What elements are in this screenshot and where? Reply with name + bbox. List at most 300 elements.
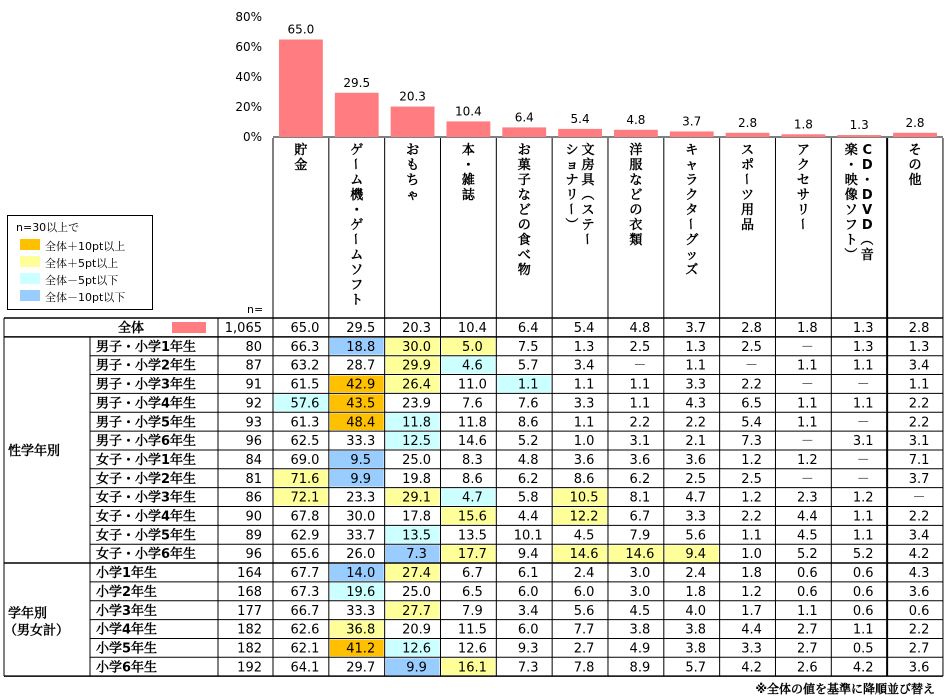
row-n: 96 — [245, 434, 262, 450]
svg-text:シ: シ — [565, 143, 579, 158]
svg-text:D: D — [861, 188, 873, 203]
cell-value: 27.7 — [402, 603, 432, 619]
cell-value: － — [633, 358, 647, 374]
row-n: 96 — [245, 547, 262, 563]
bar — [726, 133, 770, 137]
cell-value: 23.9 — [402, 396, 432, 412]
cell-value: 25.0 — [402, 584, 432, 600]
cell-value: 11.0 — [457, 377, 487, 393]
bar-value-label: 29.5 — [343, 75, 371, 90]
svg-text:ム: ム — [350, 248, 364, 263]
svg-text:衣: 衣 — [629, 218, 643, 233]
cell-value: 0.6 — [797, 566, 818, 582]
cell-value: 3.6 — [629, 452, 651, 468]
svg-text:も: も — [406, 158, 420, 173]
cell-value: 1.1 — [573, 415, 595, 431]
cell-value: 4.4 — [741, 622, 762, 638]
cell-value: 1.3 — [685, 339, 707, 355]
svg-text:音: 音 — [860, 248, 874, 263]
cell-value: 26.0 — [346, 547, 376, 563]
svg-text:ャ: ャ — [685, 158, 699, 173]
cell-value: 71.6 — [290, 471, 320, 487]
cell-value: 2.1 — [685, 434, 707, 450]
cell-value: 2.2 — [629, 415, 651, 431]
cell-value: 2.2 — [908, 396, 930, 412]
cell-value: 30.0 — [402, 339, 432, 355]
svg-text:お: お — [517, 143, 531, 158]
footnote: ※全体の値を基準に降順並び替え — [755, 682, 935, 696]
cell-value: 1.8 — [685, 584, 707, 600]
cell-value: 8.9 — [629, 660, 651, 676]
svg-text:・: ・ — [350, 203, 364, 218]
svg-text:ア: ア — [796, 143, 810, 158]
cell-value: 1.0 — [741, 547, 762, 563]
cell-value: 1.1 — [797, 396, 818, 412]
svg-text:フ: フ — [844, 218, 858, 233]
cell-value: 6.2 — [629, 471, 651, 487]
cell-value: 4.5 — [629, 603, 651, 619]
cell-value: 3.3 — [685, 509, 707, 525]
cell-value: 8.1 — [629, 490, 651, 506]
svg-text:・: ・ — [844, 158, 858, 173]
cell-value: 3.6 — [685, 452, 707, 468]
cell-value: 5.0 — [462, 339, 483, 355]
svg-text:ー: ー — [579, 232, 595, 246]
cell-value: 9.5 — [350, 452, 372, 468]
svg-text:楽: 楽 — [844, 143, 858, 158]
row-label: 女子・小学1年生 — [96, 452, 197, 468]
cell-value: 3.0 — [629, 566, 651, 582]
svg-text:像: 像 — [844, 188, 858, 203]
svg-text:セ: セ — [796, 173, 810, 188]
svg-text:D: D — [861, 218, 873, 233]
cell-value: － — [912, 490, 926, 506]
y-tick-label: 20% — [235, 100, 262, 114]
n-label: n= — [247, 303, 264, 316]
cell-value: 11.8 — [457, 415, 487, 431]
cell-value: 1.8 — [797, 321, 818, 336]
cell-value: 9.9 — [350, 471, 372, 487]
row-label: 男子・小学4年生 — [96, 396, 197, 412]
cell-value: 4.3 — [908, 566, 930, 582]
cell-value: 13.5 — [457, 528, 487, 544]
bar — [837, 135, 881, 137]
cell-value: 4.2 — [741, 660, 762, 676]
row-n: 93 — [245, 415, 262, 431]
cell-value: 10.4 — [457, 321, 487, 336]
cell-value: 7.9 — [629, 528, 651, 544]
cell-value: 1.2 — [741, 584, 762, 600]
cell-value: 5.7 — [517, 358, 539, 374]
svg-text:類: 類 — [629, 233, 643, 248]
bar — [335, 93, 379, 137]
bar-value-label: 5.4 — [570, 111, 590, 126]
row-n: 182 — [237, 641, 262, 657]
cell-value: 12.2 — [569, 509, 599, 525]
cell-value: 2.7 — [573, 641, 595, 657]
cell-value: 28.7 — [346, 358, 376, 374]
cell-value: 6.2 — [517, 471, 539, 487]
svg-text:タ: タ — [685, 203, 699, 218]
cell-value: 1.3 — [573, 339, 595, 355]
legend — [7, 215, 153, 310]
cell-value: 1.1 — [573, 377, 595, 393]
cell-value: 20.9 — [402, 622, 432, 638]
cell-value: 2.2 — [908, 509, 930, 525]
svg-text:雑: 雑 — [461, 173, 475, 188]
cell-value: 3.6 — [908, 660, 930, 676]
bar — [558, 129, 602, 137]
cell-value: 62.5 — [290, 434, 320, 450]
svg-text:D: D — [861, 158, 873, 173]
svg-text:ゲ: ゲ — [350, 143, 364, 158]
svg-text:）: ） — [842, 247, 858, 261]
row-label: 女子・小学5年生 — [96, 528, 197, 544]
bar-value-label: 65.0 — [287, 22, 315, 37]
svg-text:ち: ち — [406, 173, 420, 188]
cell-value: 3.1 — [629, 434, 651, 450]
row-label: 小学1年生 — [96, 566, 158, 582]
svg-text:食: 食 — [517, 233, 531, 248]
cell-value: 4.4 — [797, 509, 818, 525]
bar-value-label: 2.8 — [905, 115, 925, 130]
svg-text:ツ: ツ — [741, 188, 755, 203]
cell-value: 2.2 — [908, 622, 930, 638]
cell-value: 67.8 — [290, 509, 320, 525]
cell-value: － — [856, 377, 870, 393]
svg-text:V: V — [862, 203, 873, 218]
cell-value: 72.1 — [290, 490, 320, 506]
category-label — [563, 142, 595, 246]
cell-value: 1.0 — [573, 434, 595, 450]
cell-value: 1.1 — [908, 377, 930, 393]
cell-value: 4.4 — [517, 509, 539, 525]
cell-value: － — [745, 358, 759, 374]
cell-value: 7.6 — [462, 396, 483, 412]
cell-value: 0.6 — [797, 584, 818, 600]
cell-value: 6.0 — [573, 584, 595, 600]
legend-item — [20, 289, 150, 302]
cell-value: 3.7 — [685, 321, 707, 336]
svg-text:（: （ — [858, 232, 874, 246]
svg-text:ソ: ソ — [844, 203, 858, 218]
cell-value: 6.7 — [629, 509, 651, 525]
cell-value: 8.6 — [517, 415, 539, 431]
cell-value: 2.2 — [908, 415, 930, 431]
cell-value: 11.8 — [402, 415, 432, 431]
cell-value: 66.7 — [290, 603, 320, 619]
cell-value: 33.3 — [346, 603, 376, 619]
cell-value: 66.3 — [290, 339, 320, 355]
bar — [391, 107, 435, 137]
svg-text:用: 用 — [741, 203, 755, 218]
svg-text:ス: ス — [581, 203, 595, 218]
legend-swatch — [20, 290, 40, 301]
cell-value: 43.5 — [346, 396, 376, 412]
cell-value: 6.0 — [517, 584, 539, 600]
cell-value: － — [800, 377, 814, 393]
svg-text:ー: ー — [563, 202, 579, 216]
svg-text:グ: グ — [685, 233, 699, 248]
bar-value-label: 3.7 — [682, 114, 702, 129]
cell-value: 2.2 — [741, 509, 762, 525]
svg-text:）: ） — [563, 217, 579, 231]
svg-text:サ: サ — [796, 188, 810, 203]
category-label — [348, 143, 364, 308]
svg-text:ど: ど — [517, 203, 531, 218]
svg-text:文: 文 — [581, 143, 595, 158]
category-label — [294, 142, 307, 173]
group-label: 性学年別 — [8, 443, 61, 459]
svg-text:お: お — [406, 143, 420, 158]
cell-value: 3.3 — [741, 641, 762, 657]
row-label: 女子・小学6年生 — [96, 547, 197, 563]
cell-value: 7.7 — [573, 622, 595, 638]
cell-value: 9.4 — [517, 547, 539, 563]
row-n: 91 — [245, 377, 262, 393]
cell-value: 62.9 — [290, 528, 320, 544]
row-n: 177 — [237, 603, 262, 619]
row-n: 1,065 — [224, 321, 262, 336]
cell-value: 1.1 — [797, 415, 818, 431]
cell-value: 2.7 — [797, 622, 818, 638]
svg-text:ー: ー — [347, 232, 363, 246]
cell-value: 5.6 — [685, 528, 707, 544]
cell-value: 23.3 — [346, 490, 376, 506]
row-n: 84 — [245, 452, 262, 468]
cell-value: 57.6 — [290, 396, 320, 412]
svg-text:ム: ム — [350, 173, 364, 188]
cell-value: 8.6 — [573, 471, 595, 487]
bar-value-label: 1.8 — [793, 117, 813, 132]
cell-value: 1.1 — [852, 528, 874, 544]
cell-value: 61.5 — [290, 377, 320, 393]
cell-value: 7.8 — [573, 660, 595, 676]
cell-value: 2.5 — [685, 471, 707, 487]
cell-value: 29.5 — [346, 321, 376, 336]
cell-value: 33.7 — [346, 528, 376, 544]
legend-item — [20, 238, 150, 251]
svg-text:菓: 菓 — [517, 158, 531, 173]
cell-value: 3.8 — [685, 622, 707, 638]
cell-value: 2.8 — [741, 321, 762, 336]
svg-text:べ: べ — [517, 248, 531, 263]
y-tick-label: 40% — [235, 70, 262, 84]
cell-value: 3.4 — [573, 358, 595, 374]
bar-value-label: 10.4 — [455, 104, 482, 119]
cell-value: 12.6 — [402, 641, 432, 657]
cell-value: 4.5 — [573, 528, 595, 544]
cell-value: 13.5 — [402, 528, 432, 544]
bar-value-label: 1.3 — [849, 118, 869, 133]
cell-value: 3.4 — [908, 528, 930, 544]
svg-text:テ: テ — [581, 218, 595, 233]
bar — [279, 40, 323, 138]
row-label: 男子・小学3年生 — [96, 377, 197, 393]
cell-value: － — [800, 471, 814, 487]
svg-text:ク: ク — [685, 188, 699, 203]
svg-text:洋: 洋 — [629, 143, 643, 158]
cell-value: 6.5 — [741, 396, 762, 412]
cell-value: 5.2 — [517, 434, 539, 450]
cell-value: 30.0 — [346, 509, 376, 525]
cell-value: 10.5 — [569, 490, 599, 506]
bar — [893, 133, 937, 137]
svg-text:そ: そ — [908, 143, 922, 158]
svg-text:ー: ー — [738, 172, 754, 186]
cell-value: 7.3 — [406, 547, 427, 563]
cell-value: 3.1 — [908, 434, 930, 450]
cell-value: 2.8 — [908, 321, 930, 336]
cell-value: 19.6 — [346, 584, 376, 600]
legend-swatch — [20, 273, 40, 284]
legend-swatch — [20, 239, 40, 250]
cell-value: 2.5 — [741, 471, 762, 487]
cell-value: － — [800, 339, 814, 355]
legend-item — [20, 255, 150, 268]
row-label: 小学6年生 — [96, 660, 158, 676]
cell-value: 48.4 — [346, 415, 376, 431]
cell-value: 3.6 — [573, 452, 595, 468]
cell-value: 5.7 — [685, 660, 707, 676]
row-label: 女子・小学2年生 — [96, 471, 197, 487]
cell-value: 29.1 — [402, 490, 432, 506]
cell-value: 0.6 — [852, 603, 874, 619]
svg-text:ス: ス — [741, 143, 755, 158]
cell-value: 0.6 — [852, 584, 874, 600]
cell-value: 5.6 — [573, 603, 595, 619]
svg-text:ソ: ソ — [350, 263, 364, 278]
cell-value: 0.5 — [852, 641, 874, 657]
cell-value: 62.6 — [290, 622, 320, 638]
y-tick-label: 60% — [235, 40, 262, 54]
cell-value: 14.6 — [625, 547, 655, 563]
svg-text:の: の — [629, 203, 643, 218]
row-n: 92 — [245, 396, 262, 412]
cell-value: 4.0 — [685, 603, 707, 619]
svg-text:貯: 貯 — [294, 143, 308, 158]
cell-value: 5.8 — [517, 490, 539, 506]
category-label — [629, 142, 643, 248]
cell-value: 36.8 — [346, 622, 376, 638]
cell-value: 3.7 — [908, 471, 930, 487]
cell-value: 63.2 — [290, 358, 320, 374]
category-label — [739, 143, 755, 233]
cell-value: 2.4 — [573, 566, 595, 582]
svg-text:ズ: ズ — [685, 263, 699, 278]
group-label-sub: （男女計） — [4, 623, 70, 639]
cell-value: 6.0 — [517, 622, 539, 638]
cell-value: 6.7 — [462, 566, 483, 582]
svg-text:機: 機 — [350, 188, 364, 203]
svg-text:リ: リ — [796, 203, 810, 218]
cell-value: 1.2 — [741, 452, 762, 468]
cell-value: 64.1 — [290, 660, 320, 676]
row-n: 90 — [245, 509, 262, 525]
cell-value: 6.4 — [517, 321, 539, 336]
cell-value: 1.3 — [852, 339, 874, 355]
row-label: 女子・小学3年生 — [96, 490, 197, 506]
cell-value: 1.1 — [517, 377, 539, 393]
svg-text:誌: 誌 — [461, 188, 475, 203]
cell-value: 10.1 — [513, 528, 543, 544]
cell-value: 29.9 — [402, 358, 432, 374]
row-n: 80 — [245, 339, 262, 355]
cell-value: 1.1 — [797, 603, 818, 619]
svg-text:ラ: ラ — [685, 173, 699, 188]
row-label: 男子・小学1年生 — [96, 339, 197, 355]
cell-value: 4.3 — [685, 396, 707, 412]
cell-value: 7.6 — [517, 396, 539, 412]
svg-text:ト: ト — [844, 233, 858, 248]
svg-text:ト: ト — [350, 293, 364, 308]
total-marker — [172, 322, 206, 333]
cell-value: 17.8 — [402, 509, 432, 525]
category-label — [462, 142, 476, 203]
cell-value: 1.2 — [741, 490, 762, 506]
cell-value: 3.3 — [685, 377, 707, 393]
cell-value: 1.3 — [852, 321, 874, 336]
cell-value: 4.6 — [462, 358, 483, 374]
svg-text:・: ・ — [860, 173, 874, 188]
cell-value: 8.3 — [462, 452, 483, 468]
cell-value: 5.2 — [797, 547, 818, 563]
legend-title: n=30以上で — [16, 221, 80, 234]
cell-value: 6.1 — [517, 566, 539, 582]
cell-value: 2.7 — [797, 641, 818, 657]
bar — [670, 131, 714, 137]
category-label — [406, 143, 419, 203]
cell-value: 65.6 — [290, 547, 320, 563]
cell-value: 3.0 — [629, 584, 651, 600]
cell-value: 65.0 — [290, 321, 320, 336]
row-label: 小学5年生 — [96, 641, 158, 657]
cell-value: 3.8 — [685, 641, 707, 657]
category-label — [794, 143, 810, 231]
cell-value: 67.7 — [290, 566, 320, 582]
svg-text:房: 房 — [581, 158, 595, 173]
cell-value: 1.1 — [852, 396, 874, 412]
cell-value: 29.7 — [346, 660, 376, 676]
cell-value: 4.7 — [462, 490, 483, 506]
svg-text:ッ: ッ — [685, 248, 699, 263]
svg-text:ど: ど — [629, 188, 643, 203]
cell-value: 69.0 — [290, 452, 320, 468]
cell-value: 7.5 — [517, 339, 539, 355]
svg-text:物: 物 — [517, 263, 531, 278]
svg-text:ー: ー — [682, 217, 698, 231]
cell-value: 41.2 — [346, 641, 376, 657]
cell-value: 42.9 — [346, 377, 376, 393]
cell-value: 5.4 — [741, 415, 762, 431]
category-label — [909, 143, 922, 188]
cell-value: 17.7 — [457, 547, 487, 563]
legend-label: 全体－5pt以下 — [45, 274, 119, 287]
cell-value: 4.7 — [685, 490, 707, 506]
cell-value: 4.8 — [517, 452, 539, 468]
row-label: 小学3年生 — [96, 603, 158, 619]
bar — [614, 130, 658, 137]
svg-text:映: 映 — [844, 173, 858, 188]
cell-value: 2.6 — [797, 660, 818, 676]
cell-value: 1.1 — [685, 358, 707, 374]
svg-text:金: 金 — [294, 158, 308, 173]
y-tick-label: 0% — [242, 130, 262, 144]
cell-value: 4.2 — [908, 547, 930, 563]
svg-text:品: 品 — [741, 218, 755, 233]
cell-value: 1.1 — [741, 528, 762, 544]
row-n: 81 — [245, 471, 262, 487]
